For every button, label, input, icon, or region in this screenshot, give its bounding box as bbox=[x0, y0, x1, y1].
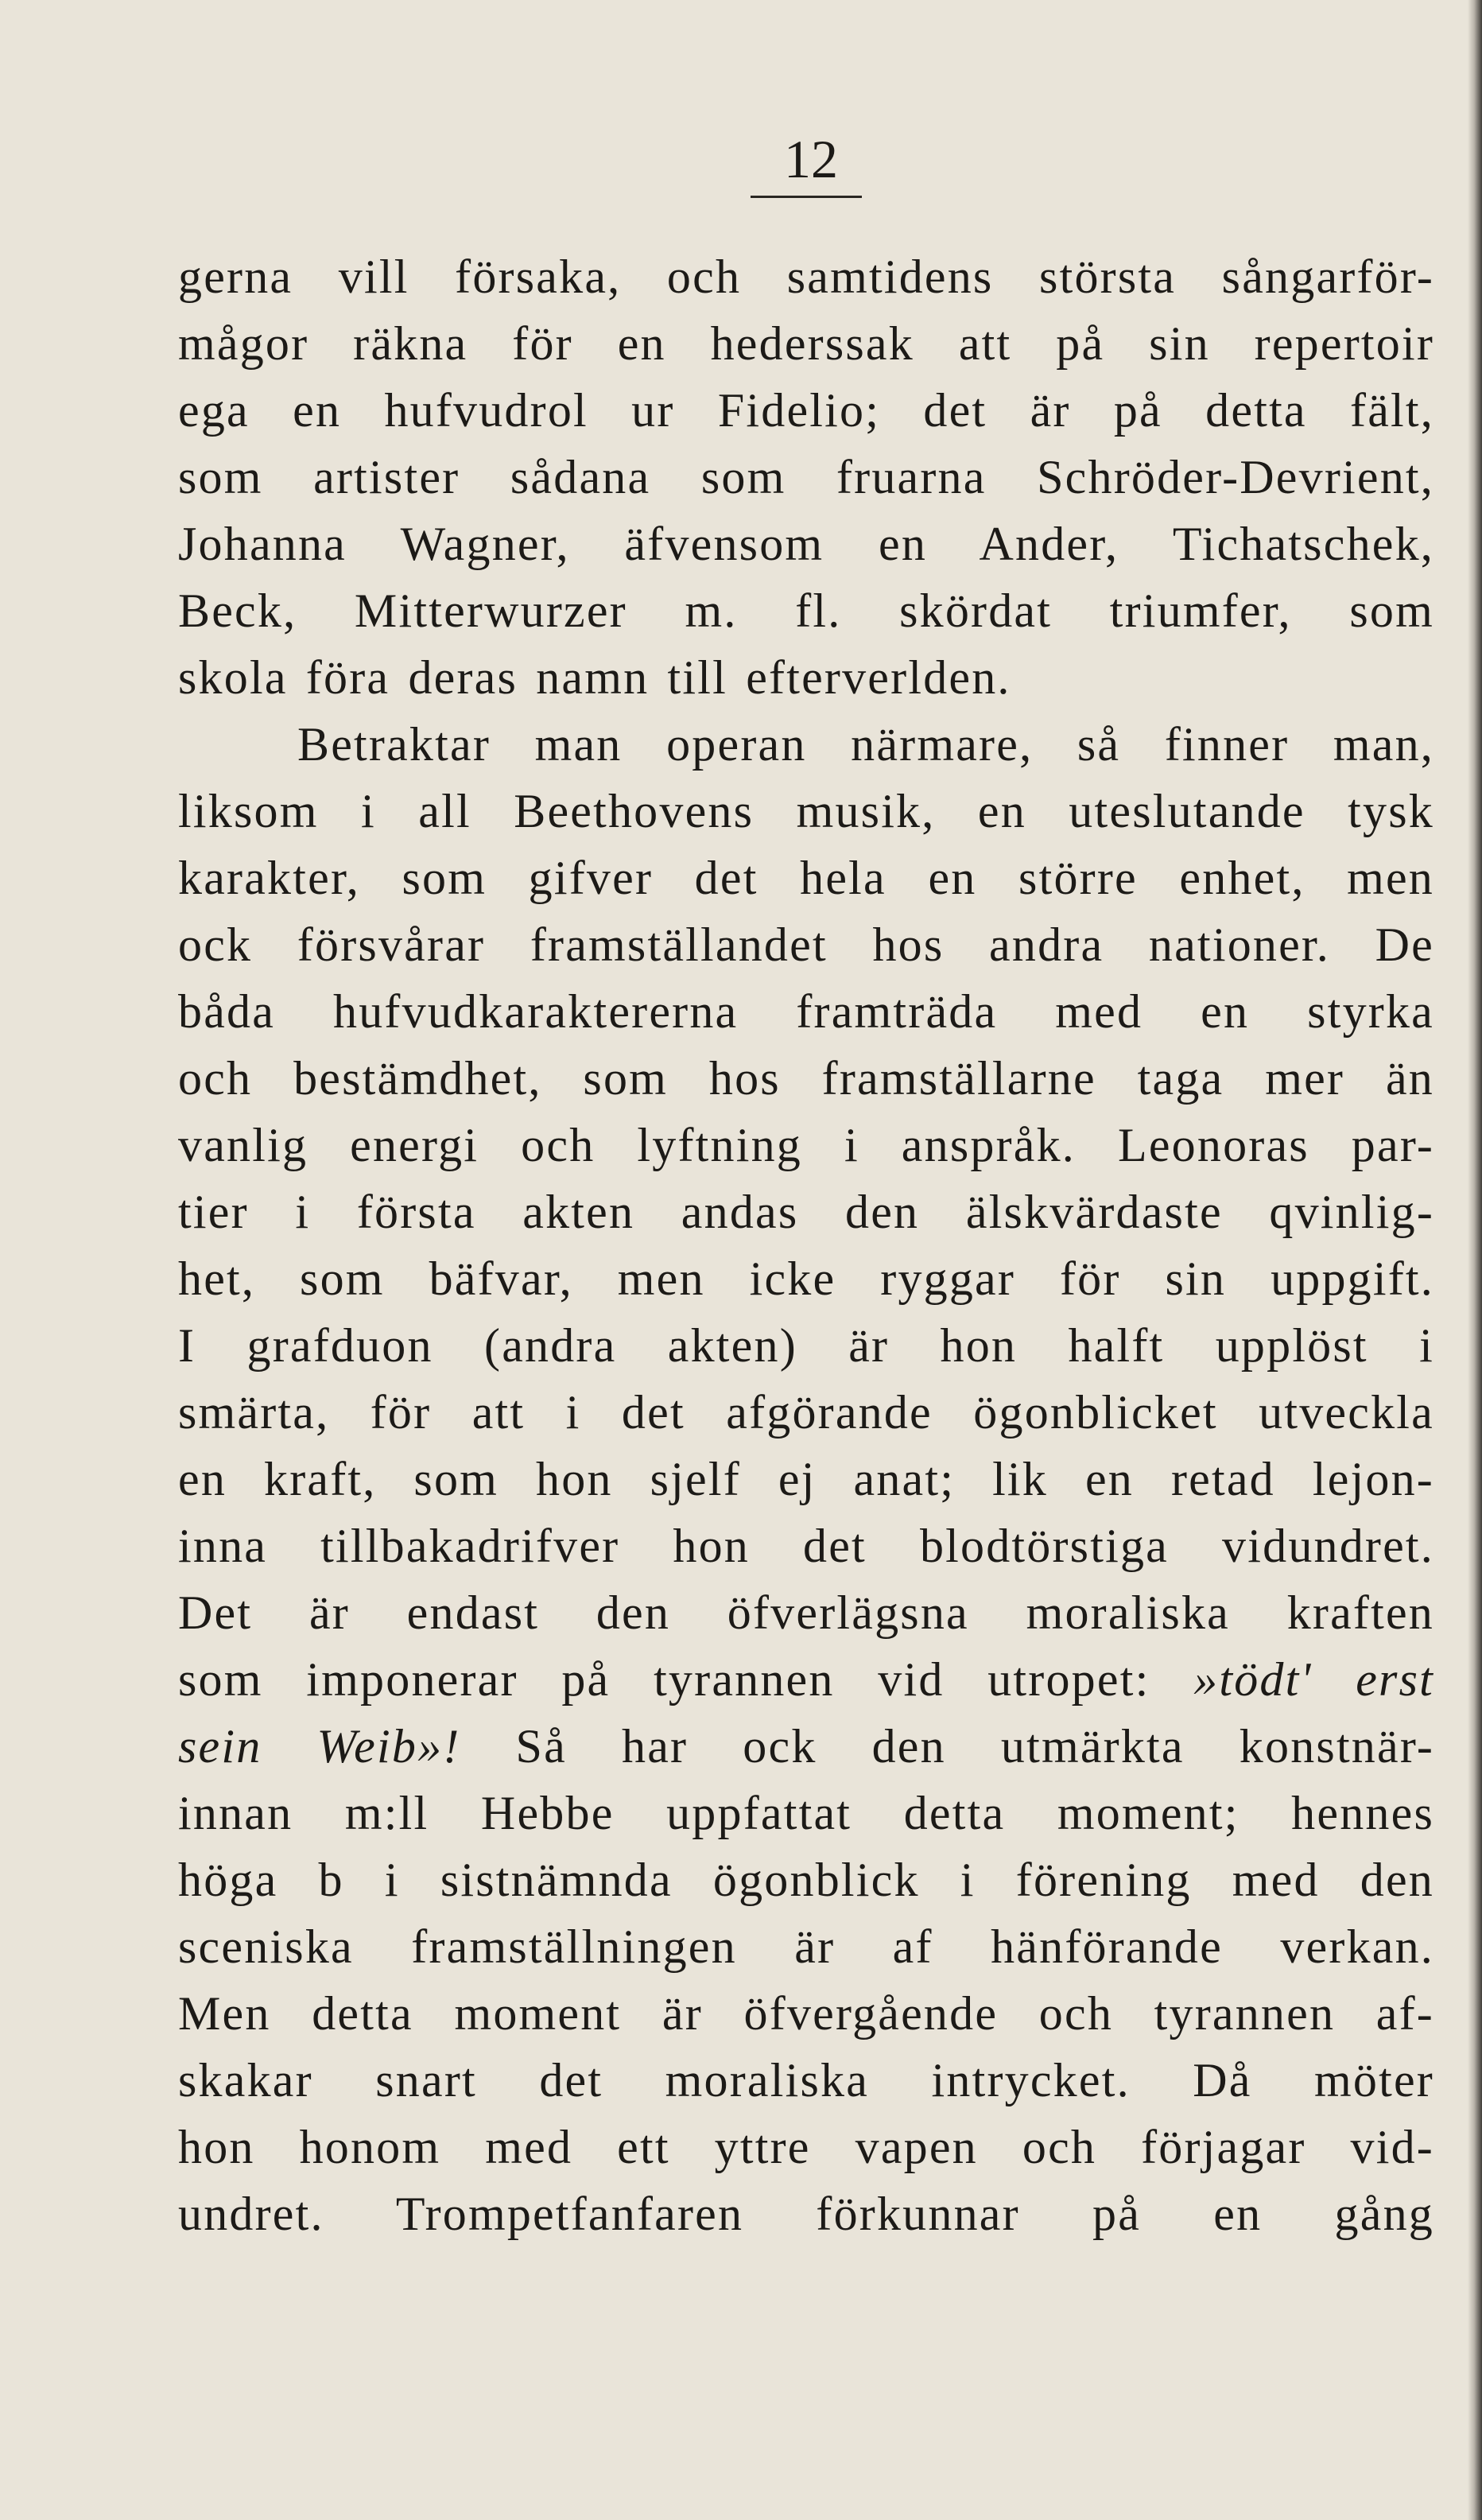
text-line: skola föra deras namn till efterverlden. bbox=[178, 651, 1011, 704]
text-line: karakter, som gifver det hela en större enhet, men bbox=[178, 852, 1434, 904]
quote-italic: sein Weib»! bbox=[178, 1720, 461, 1773]
text-line: Betraktar man operan närmare, så finner man, bbox=[297, 718, 1434, 771]
text-line: smärta, för att i det afgörande ögonblicket utveckla bbox=[178, 1386, 1434, 1439]
text-line: vanlig energi och lyftning i anspråk. Leonoras par- bbox=[178, 1119, 1434, 1171]
text-line: höga b i sistnämnda ögonblick i förening med den bbox=[178, 1854, 1434, 1906]
text-line: innan m:ll Hebbe uppfattat detta moment; hennes bbox=[178, 1787, 1434, 1839]
quote-lead-in: som imponerar på tyrannen vid utropet: bbox=[178, 1653, 1150, 1706]
text-line: liksom i all Beethovens musik, en uteslutande tysk bbox=[178, 785, 1434, 837]
text-line: och bestämdhet, som hos framställarne taga mer än bbox=[178, 1052, 1434, 1105]
text-line: båda hufvudkaraktererna framträda med en styrka bbox=[178, 985, 1434, 1038]
quote-italic: »tödt' erst bbox=[1193, 1653, 1434, 1706]
page-number: 12 bbox=[784, 129, 838, 189]
text-line: het, som bäfvar, men icke ryggar för sin uppgift. bbox=[178, 1252, 1434, 1305]
text-line: Men detta moment är öfvergående och tyrannen af- bbox=[178, 1987, 1434, 2040]
text-line: skakar snart det moraliska intrycket. Då möter bbox=[178, 2054, 1434, 2106]
quote-continuation: Så har ock den utmärkta konstnär- bbox=[515, 1720, 1435, 1773]
header-rule bbox=[751, 196, 862, 198]
text-line: inna tillbakadrifver hon det blodtörstiga vidundret. bbox=[178, 1520, 1434, 1572]
text-line: sceniska framställningen är af hänförande verkan. bbox=[178, 1920, 1434, 1973]
text-line: undret. Trompetfanfaren förkunnar på en gång bbox=[178, 2188, 1434, 2240]
text-line: mågor räkna för en hederssak att på sin repertoir bbox=[178, 317, 1434, 370]
page-edge-shadow bbox=[1468, 0, 1482, 2520]
text-line: tier i första akten andas den älskvärdaste qvinlig- bbox=[178, 1186, 1434, 1238]
text-line: gerna vill försaka, och samtidens största sångarför- bbox=[178, 250, 1434, 303]
text-line: I grafduon (andra akten) är hon halft upplöst i bbox=[178, 1319, 1434, 1372]
text-line: en kraft, som hon sjelf ej anat; lik en retad lejon- bbox=[178, 1453, 1434, 1505]
text-line: Beck, Mitterwurzer m. fl. skördat triumfer, som bbox=[178, 584, 1434, 637]
text-line: ock försvårar framställandet hos andra nationer. De bbox=[178, 918, 1434, 971]
text-line: som artister sådana som fruarna Schröder-Devrient, bbox=[178, 451, 1434, 503]
text-line: Det är endast den öfverlägsna moraliska kraften bbox=[178, 1586, 1434, 1639]
text-line: ega en hufvudrol ur Fidelio; det är på detta fält, bbox=[178, 384, 1434, 437]
text-line: hon honom med ett yttre vapen och förjagar vid- bbox=[178, 2121, 1434, 2173]
text-line: Johanna Wagner, äfvensom en Ander, Tichatschek, bbox=[178, 518, 1434, 570]
